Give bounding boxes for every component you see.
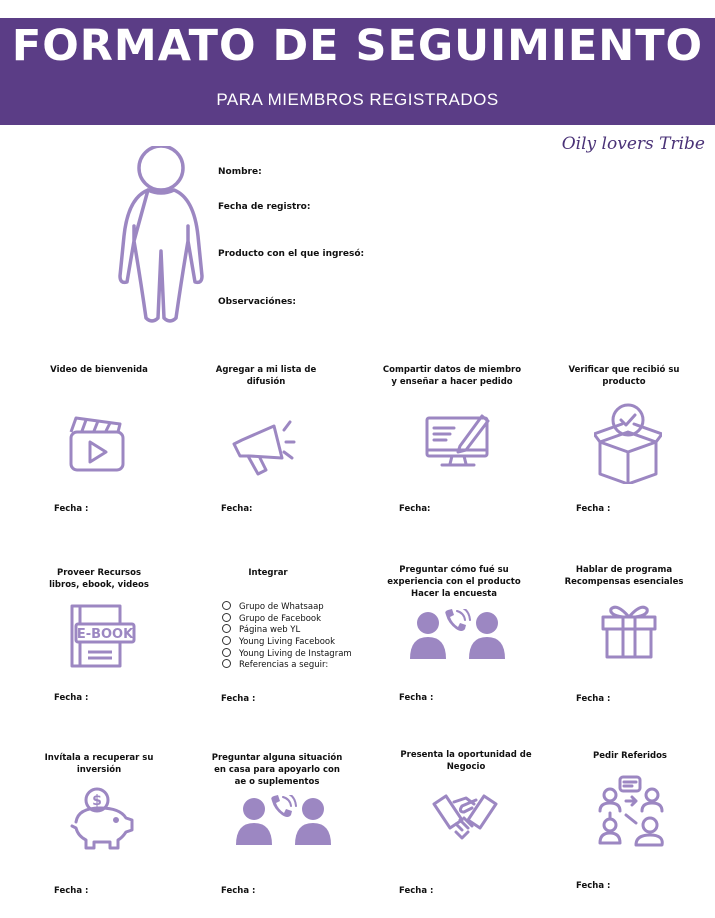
fecha-label: Fecha : xyxy=(54,886,89,896)
task-title: Pedir Referidos xyxy=(592,751,667,761)
page-title: FORMATO DE SEGUIMIENTO xyxy=(11,21,704,71)
fecha-label: Fecha : xyxy=(54,693,89,703)
checkbox[interactable] xyxy=(222,636,231,645)
fecha-label: Fecha : xyxy=(221,694,256,704)
field-nombre: Nombre: xyxy=(218,167,262,177)
task-title: Integrar xyxy=(248,568,288,578)
svg-text:$: $ xyxy=(92,793,102,809)
task-title: Presenta la oportunidad de Negocio xyxy=(400,750,532,772)
fecha-label: Fecha: xyxy=(399,504,431,514)
brand-signature: Oily lovers Tribe xyxy=(561,134,705,154)
fecha-label: Fecha : xyxy=(399,693,434,703)
field-producto: Producto con el que ingresó: xyxy=(218,249,365,259)
video-clapper-icon xyxy=(68,414,126,474)
fecha-label: Fecha : xyxy=(576,694,611,704)
checklist-item[interactable]: Grupo de Whatsaap xyxy=(222,601,352,613)
checkbox[interactable] xyxy=(222,613,231,622)
task-title: Compartir datos de miembro y enseñar a hacer pedido xyxy=(382,365,522,387)
box-check-icon xyxy=(594,402,662,484)
task-title: Preguntar cómo fué su experiencia con el producto Hacer la encuesta xyxy=(387,565,521,599)
field-fecha-registro: Fecha de registro: xyxy=(218,202,311,212)
monitor-pencil-icon xyxy=(424,410,492,472)
megaphone-icon xyxy=(230,416,296,476)
integrar-checklist xyxy=(222,601,352,671)
gift-icon xyxy=(601,603,657,659)
checklist-item[interactable]: Young Living de Instagram xyxy=(222,648,352,660)
task-title: Video de bienvenida xyxy=(50,365,148,375)
referrals-icon xyxy=(598,775,664,847)
fecha-label: Fecha : xyxy=(576,504,611,514)
fecha-label: Fecha: xyxy=(221,504,253,514)
checklist-item[interactable]: Referencias a seguir: xyxy=(222,659,352,671)
checkbox[interactable] xyxy=(222,601,231,610)
field-observaciones: Observaciónes: xyxy=(218,297,297,307)
checkbox[interactable] xyxy=(222,624,231,633)
fecha-label: Fecha : xyxy=(399,886,434,896)
task-title: Preguntar alguna situación en casa para apoyarlo con ae o suplementos xyxy=(211,753,343,787)
checkbox[interactable] xyxy=(222,648,231,657)
people-call-icon xyxy=(410,609,506,661)
task-title: Proveer Recursos libros, ebook, videos xyxy=(49,568,149,590)
piggy-bank-icon xyxy=(70,786,136,852)
fecha-label: Fecha : xyxy=(576,881,611,891)
task-title: Verificar que recibió su producto xyxy=(568,365,680,387)
fecha-label: Fecha : xyxy=(221,886,256,896)
task-title: Agregar a mi lista de difusión xyxy=(215,365,317,387)
page-subtitle: PARA MIEMBROS REGISTRADOS xyxy=(216,90,499,109)
checklist-item[interactable]: Young Living Facebook xyxy=(222,636,352,648)
task-title: Hablar de programa Recompensas esenciales xyxy=(564,565,684,587)
task-title: Invítala a recuperar su inversión xyxy=(44,753,154,775)
checklist-item[interactable]: Página web YL xyxy=(222,624,352,636)
people-call-icon xyxy=(236,795,332,847)
svg-text:E-BOOK: E-BOOK xyxy=(76,627,134,642)
ebook-icon xyxy=(68,602,138,668)
checklist-item[interactable]: Grupo de Facebook xyxy=(222,613,352,625)
handshake-icon xyxy=(432,790,498,846)
fecha-label: Fecha : xyxy=(54,504,89,514)
person-outline-icon xyxy=(118,146,208,326)
checkbox[interactable] xyxy=(222,659,231,668)
